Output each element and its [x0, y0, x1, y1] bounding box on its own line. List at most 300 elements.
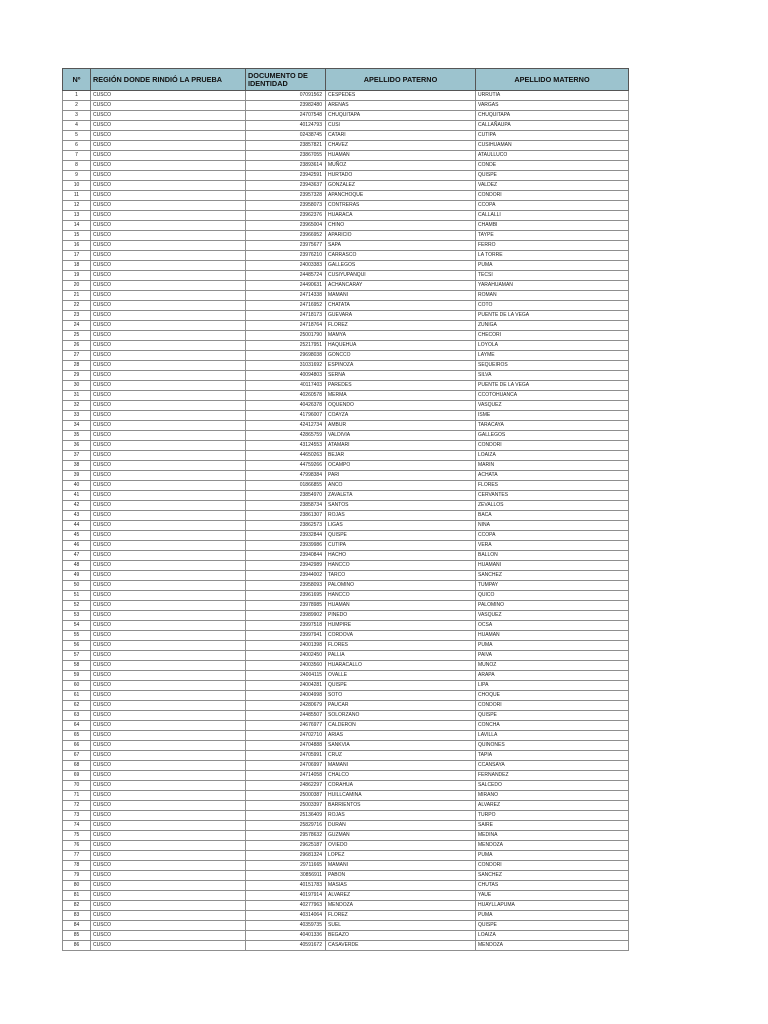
row-paternal-surname: COAYZA — [326, 411, 476, 421]
row-number: 7 — [63, 151, 91, 161]
row-paternal-surname: CHAVEZ — [326, 141, 476, 151]
row-maternal-surname: VASQUEZ — [476, 401, 629, 411]
row-maternal-surname: LA TORRE — [476, 251, 629, 261]
row-paternal-surname: ARIAS — [326, 731, 476, 741]
row-region: CUSCO — [91, 931, 246, 941]
table-row — [63, 151, 629, 161]
row-document: 23957328 — [246, 191, 326, 201]
table-row — [63, 251, 629, 261]
table-row — [63, 721, 629, 731]
row-maternal-surname: ACHATA — [476, 471, 629, 481]
row-document: 24280679 — [246, 701, 326, 711]
row-maternal-surname: MENDOZA — [476, 841, 629, 851]
row-paternal-surname: PINEDO — [326, 611, 476, 621]
row-document: 29681324 — [246, 851, 326, 861]
results-sheet — [62, 68, 628, 951]
table-row — [63, 161, 629, 171]
row-document: 24003560 — [246, 661, 326, 671]
table-row — [63, 941, 629, 951]
table-row — [63, 521, 629, 531]
row-document: 31031692 — [246, 361, 326, 371]
row-number: 78 — [63, 861, 91, 871]
row-number: 73 — [63, 811, 91, 821]
table-row — [63, 631, 629, 641]
row-number: 1 — [63, 91, 91, 101]
table-row — [63, 571, 629, 581]
row-paternal-surname: CRUZ — [326, 751, 476, 761]
row-maternal-surname: OCSA — [476, 621, 629, 631]
row-document: 43124553 — [246, 441, 326, 451]
row-number: 34 — [63, 421, 91, 431]
row-document: 23975677 — [246, 241, 326, 251]
table-body — [63, 91, 629, 951]
row-maternal-surname: HUAYLLAPUMA — [476, 901, 629, 911]
row-paternal-surname: SUEL — [326, 921, 476, 931]
row-region: CUSCO — [91, 141, 246, 151]
row-number: 51 — [63, 591, 91, 601]
row-document: 23962376 — [246, 211, 326, 221]
table-row — [63, 371, 629, 381]
row-region: CUSCO — [91, 731, 246, 741]
row-document: 23942591 — [246, 171, 326, 181]
row-number: 45 — [63, 531, 91, 541]
row-document: 23989902 — [246, 611, 326, 621]
row-document: 42865759 — [246, 431, 326, 441]
row-paternal-surname: GUZMAN — [326, 831, 476, 841]
row-paternal-surname: FLORES — [326, 641, 476, 651]
row-number: 47 — [63, 551, 91, 561]
row-maternal-surname: CCOPA — [476, 201, 629, 211]
row-paternal-surname: SANTOS — [326, 501, 476, 511]
row-region: CUSCO — [91, 801, 246, 811]
row-maternal-surname: CHECORI — [476, 331, 629, 341]
row-region: CUSCO — [91, 941, 246, 951]
row-maternal-surname: MUNOZ — [476, 661, 629, 671]
table-row — [63, 241, 629, 251]
row-region: CUSCO — [91, 91, 246, 101]
row-region: CUSCO — [91, 311, 246, 321]
row-paternal-surname: BEJAR — [326, 451, 476, 461]
row-document: 23961695 — [246, 591, 326, 601]
row-paternal-surname: HUARACA — [326, 211, 476, 221]
row-document: 25136409 — [246, 811, 326, 821]
row-region: CUSCO — [91, 671, 246, 681]
row-paternal-surname: OVALLE — [326, 671, 476, 681]
row-maternal-surname: MIRANO — [476, 791, 629, 801]
row-paternal-surname: HUARACALLO — [326, 661, 476, 671]
row-document: 25001790 — [246, 331, 326, 341]
table-row — [63, 91, 629, 101]
row-maternal-surname: BACA — [476, 511, 629, 521]
row-number: 13 — [63, 211, 91, 221]
table-row — [63, 651, 629, 661]
row-paternal-surname: HUAMAN — [326, 601, 476, 611]
row-number: 48 — [63, 561, 91, 571]
table-row — [63, 801, 629, 811]
row-paternal-surname: ROJAS — [326, 811, 476, 821]
row-document: 24002450 — [246, 651, 326, 661]
row-paternal-surname: HANCCO — [326, 561, 476, 571]
row-region: CUSCO — [91, 901, 246, 911]
table-row — [63, 141, 629, 151]
table-row — [63, 741, 629, 751]
row-region: CUSCO — [91, 561, 246, 571]
row-paternal-surname: CASAVERDE — [326, 941, 476, 951]
table-row — [63, 611, 629, 621]
row-region: CUSCO — [91, 221, 246, 231]
row-number: 9 — [63, 171, 91, 181]
row-maternal-surname: PUMA — [476, 851, 629, 861]
row-paternal-surname: OVIEDO — [326, 841, 476, 851]
table-row — [63, 431, 629, 441]
row-maternal-surname: ROMAN — [476, 291, 629, 301]
row-maternal-surname: CONDORI — [476, 861, 629, 871]
row-number: 66 — [63, 741, 91, 751]
row-region: CUSCO — [91, 271, 246, 281]
row-number: 5 — [63, 131, 91, 141]
row-number: 75 — [63, 831, 91, 841]
row-number: 59 — [63, 671, 91, 681]
table-row — [63, 131, 629, 141]
row-document: 23958073 — [246, 201, 326, 211]
table-row — [63, 341, 629, 351]
row-maternal-surname: ISME — [476, 411, 629, 421]
table-row — [63, 601, 629, 611]
table-row — [63, 101, 629, 111]
row-maternal-surname: PALOMINO — [476, 601, 629, 611]
row-region: CUSCO — [91, 161, 246, 171]
header-document: DOCUMENTO DE IDENTIDAD — [246, 69, 326, 91]
row-region: CUSCO — [91, 341, 246, 351]
table-row — [63, 901, 629, 911]
row-document: 24485724 — [246, 271, 326, 281]
table-row — [63, 261, 629, 271]
row-paternal-surname: MAMANI — [326, 761, 476, 771]
table-row — [63, 361, 629, 371]
table-row — [63, 761, 629, 771]
row-region: CUSCO — [91, 601, 246, 611]
row-region: CUSCO — [91, 131, 246, 141]
row-maternal-surname: CUSIHUAMAN — [476, 141, 629, 151]
row-number: 57 — [63, 651, 91, 661]
row-paternal-surname: MAMANI — [326, 861, 476, 871]
row-region: CUSCO — [91, 111, 246, 121]
table-row — [63, 181, 629, 191]
row-region: CUSCO — [91, 841, 246, 851]
row-paternal-surname: DURAN — [326, 821, 476, 831]
row-paternal-surname: SOLORZANO — [326, 711, 476, 721]
row-number: 19 — [63, 271, 91, 281]
row-maternal-surname: CHUTAS — [476, 881, 629, 891]
table-row — [63, 871, 629, 881]
row-number: 65 — [63, 731, 91, 741]
row-document: 24702710 — [246, 731, 326, 741]
table-row — [63, 331, 629, 341]
row-number: 16 — [63, 241, 91, 251]
row-maternal-surname: TAPIA — [476, 751, 629, 761]
row-maternal-surname: CONCHA — [476, 721, 629, 731]
row-maternal-surname: PAIVA — [476, 651, 629, 661]
row-paternal-surname: TARCO — [326, 571, 476, 581]
row-maternal-surname: TARACAYA — [476, 421, 629, 431]
row-paternal-surname: CUTIPA — [326, 541, 476, 551]
row-maternal-surname: CCOTOHUANCA — [476, 391, 629, 401]
row-document: 25000387 — [246, 791, 326, 801]
row-paternal-surname: CARRASCO — [326, 251, 476, 261]
row-document: 25829716 — [246, 821, 326, 831]
row-paternal-surname: SOTO — [326, 691, 476, 701]
row-paternal-surname: SANKVIA — [326, 741, 476, 751]
row-maternal-surname: SANCHEZ — [476, 871, 629, 881]
table-row — [63, 291, 629, 301]
row-paternal-surname: HUMPIRE — [326, 621, 476, 631]
row-region: CUSCO — [91, 481, 246, 491]
header-num: Nº — [63, 69, 91, 91]
row-number: 17 — [63, 251, 91, 261]
row-document: 24705991 — [246, 751, 326, 761]
row-document: 23944002 — [246, 571, 326, 581]
row-maternal-surname: PUENTE DE LA VEGA — [476, 381, 629, 391]
row-region: CUSCO — [91, 581, 246, 591]
row-document: 23857821 — [246, 141, 326, 151]
row-document: 40151783 — [246, 881, 326, 891]
table-row — [63, 671, 629, 681]
row-maternal-surname: QUICO — [476, 591, 629, 601]
row-paternal-surname: ARENAS — [326, 101, 476, 111]
row-maternal-surname: TECSI — [476, 271, 629, 281]
row-region: CUSCO — [91, 331, 246, 341]
row-maternal-surname: MEDINA — [476, 831, 629, 841]
table-row — [63, 681, 629, 691]
row-document: 40426378 — [246, 401, 326, 411]
row-document: 24003383 — [246, 261, 326, 271]
row-paternal-surname: GONCCO — [326, 351, 476, 361]
table-row — [63, 311, 629, 321]
row-region: CUSCO — [91, 431, 246, 441]
row-document: 29711665 — [246, 861, 326, 871]
row-document: 25003397 — [246, 801, 326, 811]
row-document: 23982480 — [246, 101, 326, 111]
row-region: CUSCO — [91, 821, 246, 831]
row-region: CUSCO — [91, 151, 246, 161]
row-document: 24001398 — [246, 641, 326, 651]
row-number: 82 — [63, 901, 91, 911]
row-region: CUSCO — [91, 121, 246, 131]
row-paternal-surname: CONTRERAS — [326, 201, 476, 211]
row-paternal-surname: CHUQUITAPA — [326, 111, 476, 121]
row-number: 11 — [63, 191, 91, 201]
row-number: 31 — [63, 391, 91, 401]
row-region: CUSCO — [91, 651, 246, 661]
row-maternal-surname: VERA — [476, 541, 629, 551]
row-maternal-surname: QUISPE — [476, 711, 629, 721]
row-number: 68 — [63, 761, 91, 771]
row-number: 40 — [63, 481, 91, 491]
row-document: 23997941 — [246, 631, 326, 641]
table-row — [63, 391, 629, 401]
row-document: 23861307 — [246, 511, 326, 521]
row-maternal-surname: VALDEZ — [476, 181, 629, 191]
row-maternal-surname: VARGAS — [476, 101, 629, 111]
table-row — [63, 421, 629, 431]
row-number: 53 — [63, 611, 91, 621]
row-paternal-surname: CALDERON — [326, 721, 476, 731]
table-row — [63, 511, 629, 521]
row-maternal-surname: GALLEGOS — [476, 431, 629, 441]
table-row — [63, 411, 629, 421]
row-region: CUSCO — [91, 831, 246, 841]
row-number: 71 — [63, 791, 91, 801]
row-region: CUSCO — [91, 381, 246, 391]
row-number: 6 — [63, 141, 91, 151]
row-paternal-surname: PALLIA — [326, 651, 476, 661]
row-document: 40117403 — [246, 381, 326, 391]
row-maternal-surname: LOAIZA — [476, 451, 629, 461]
row-region: CUSCO — [91, 701, 246, 711]
table-row — [63, 471, 629, 481]
row-document: 40277963 — [246, 901, 326, 911]
row-paternal-surname: BARRIENTOS — [326, 801, 476, 811]
row-paternal-surname: FLOREZ — [326, 321, 476, 331]
table-row — [63, 501, 629, 511]
table-row — [63, 731, 629, 741]
table-row — [63, 911, 629, 921]
row-region: CUSCO — [91, 451, 246, 461]
table-row — [63, 891, 629, 901]
table-row — [63, 351, 629, 361]
row-document: 29698038 — [246, 351, 326, 361]
row-number: 84 — [63, 921, 91, 931]
row-maternal-surname: TURPO — [476, 811, 629, 821]
row-number: 64 — [63, 721, 91, 731]
row-region: CUSCO — [91, 641, 246, 651]
row-document: 40401336 — [246, 931, 326, 941]
row-paternal-surname: ATAMARI — [326, 441, 476, 451]
row-number: 54 — [63, 621, 91, 631]
row-region: CUSCO — [91, 361, 246, 371]
row-region: CUSCO — [91, 541, 246, 551]
row-number: 70 — [63, 781, 91, 791]
row-region: CUSCO — [91, 491, 246, 501]
row-region: CUSCO — [91, 621, 246, 631]
row-maternal-surname: ARAPA — [476, 671, 629, 681]
table-row — [63, 281, 629, 291]
row-number: 60 — [63, 681, 91, 691]
row-number: 55 — [63, 631, 91, 641]
row-maternal-surname: CONDORI — [476, 441, 629, 451]
row-maternal-surname: VASQUEZ — [476, 611, 629, 621]
table-row — [63, 751, 629, 761]
row-paternal-surname: ZAVALETA — [326, 491, 476, 501]
table-row — [63, 221, 629, 231]
table-row — [63, 481, 629, 491]
row-region: CUSCO — [91, 181, 246, 191]
row-document: 30856911 — [246, 871, 326, 881]
row-maternal-surname: YARAHUAMAN — [476, 281, 629, 291]
row-region: CUSCO — [91, 401, 246, 411]
table-row — [63, 691, 629, 701]
row-document: 47998384 — [246, 471, 326, 481]
row-number: 14 — [63, 221, 91, 231]
row-region: CUSCO — [91, 761, 246, 771]
row-paternal-surname: ANCO — [326, 481, 476, 491]
row-region: CUSCO — [91, 461, 246, 471]
row-document: 23997518 — [246, 621, 326, 631]
row-region: CUSCO — [91, 521, 246, 531]
row-document: 23976210 — [246, 251, 326, 261]
row-document: 29578632 — [246, 831, 326, 841]
row-number: 26 — [63, 341, 91, 351]
row-document: 23978985 — [246, 601, 326, 611]
row-region: CUSCO — [91, 421, 246, 431]
row-paternal-surname: CUSI — [326, 121, 476, 131]
row-maternal-surname: TUMPAY — [476, 581, 629, 591]
row-paternal-surname: BEGAZO — [326, 931, 476, 941]
row-document: 24490631 — [246, 281, 326, 291]
table-row — [63, 401, 629, 411]
row-region: CUSCO — [91, 511, 246, 521]
row-region: CUSCO — [91, 611, 246, 621]
table-row — [63, 441, 629, 451]
row-paternal-surname: MENDOZA — [326, 901, 476, 911]
row-paternal-surname: MAMYA — [326, 331, 476, 341]
row-number: 43 — [63, 511, 91, 521]
row-maternal-surname: LAYME — [476, 351, 629, 361]
row-paternal-surname: SAPA — [326, 241, 476, 251]
header-paternal: APELLIDO PATERNO — [326, 69, 476, 91]
row-number: 32 — [63, 401, 91, 411]
row-document: 29625187 — [246, 841, 326, 851]
row-number: 22 — [63, 301, 91, 311]
row-number: 42 — [63, 501, 91, 511]
row-number: 67 — [63, 751, 91, 761]
table-row — [63, 701, 629, 711]
row-document: 24716952 — [246, 301, 326, 311]
row-document: 23939986 — [246, 541, 326, 551]
row-region: CUSCO — [91, 211, 246, 221]
row-maternal-surname: PUMA — [476, 641, 629, 651]
row-maternal-surname: NINA — [476, 521, 629, 531]
row-region: CUSCO — [91, 631, 246, 641]
row-number: 36 — [63, 441, 91, 451]
row-number: 23 — [63, 311, 91, 321]
row-region: CUSCO — [91, 371, 246, 381]
row-region: CUSCO — [91, 281, 246, 291]
row-number: 77 — [63, 851, 91, 861]
row-region: CUSCO — [91, 851, 246, 861]
row-number: 18 — [63, 261, 91, 271]
row-region: CUSCO — [91, 351, 246, 361]
row-paternal-surname: ROJAS — [326, 511, 476, 521]
row-paternal-surname: APARICIO — [326, 231, 476, 241]
table-row — [63, 561, 629, 571]
row-maternal-surname: QUINONES — [476, 741, 629, 751]
row-document: 01866855 — [246, 481, 326, 491]
row-maternal-surname: SALCEDO — [476, 781, 629, 791]
table-row — [63, 531, 629, 541]
results-table — [62, 68, 629, 951]
table-row — [63, 791, 629, 801]
row-number: 46 — [63, 541, 91, 551]
row-paternal-surname: GALLEGOS — [326, 261, 476, 271]
row-document: 24004281 — [246, 681, 326, 691]
row-paternal-surname: QUISPE — [326, 681, 476, 691]
row-document: 24714338 — [246, 291, 326, 301]
table-row — [63, 491, 629, 501]
table-row — [63, 191, 629, 201]
row-document: 24862297 — [246, 781, 326, 791]
row-region: CUSCO — [91, 741, 246, 751]
